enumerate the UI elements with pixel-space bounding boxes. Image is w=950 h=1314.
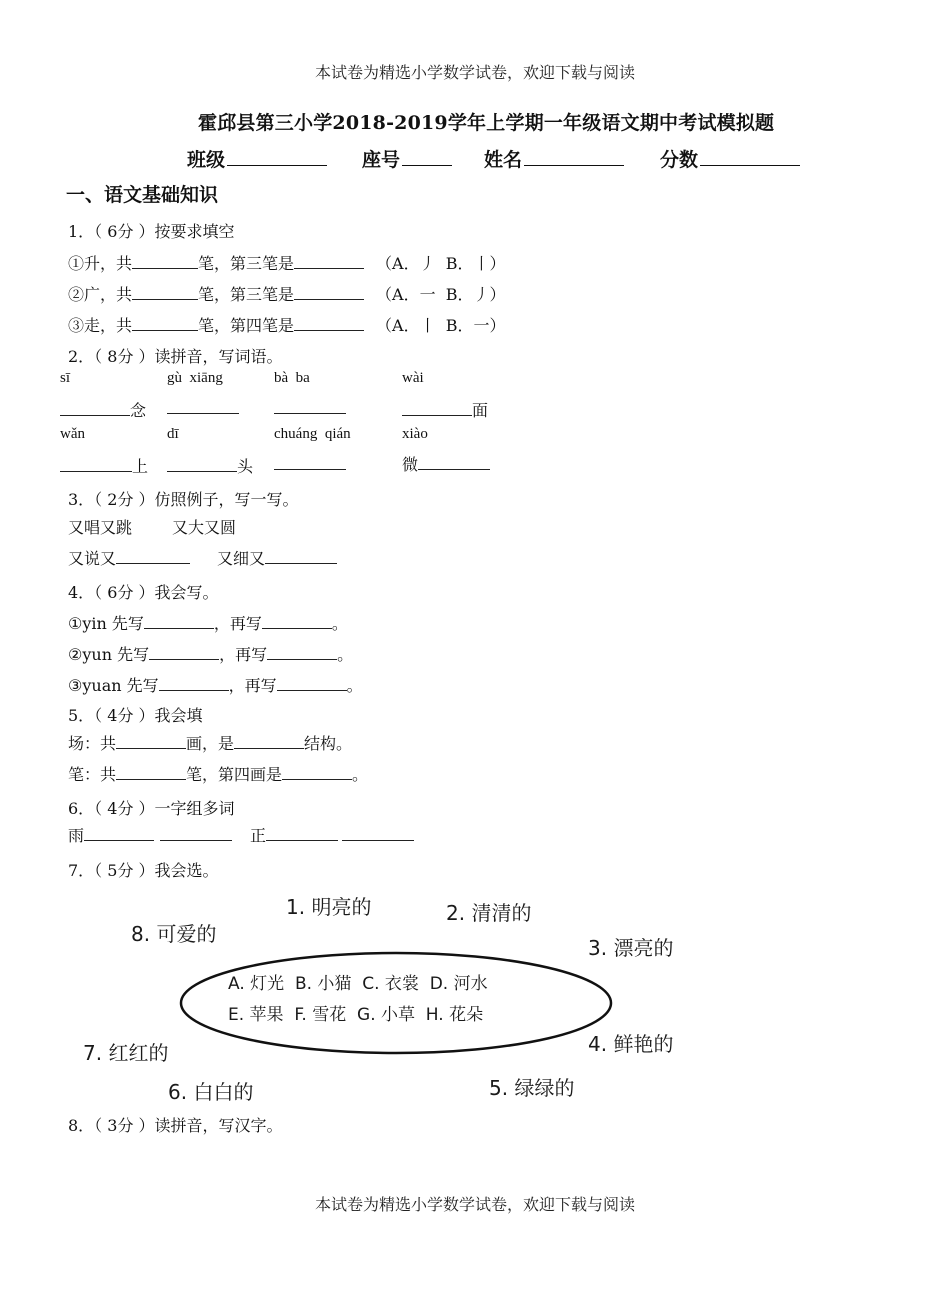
question-5-heading: 5．（ 4分 ）我会填 (68, 706, 203, 725)
q6-blank-2[interactable] (160, 825, 232, 841)
q4-line1-blank-1[interactable] (144, 613, 214, 629)
fill-1-text: 又说又 (68, 549, 117, 568)
q6-blank-4[interactable] (342, 825, 414, 841)
question-1-line-2 (68, 282, 506, 305)
pinyin-4: wài (402, 370, 424, 386)
q4-line1-end: 。 (331, 614, 348, 633)
word-8 (402, 452, 490, 475)
q4-line1-blank-2[interactable] (262, 613, 332, 629)
q5-line2-text-2: 笔，第四画是 (186, 765, 283, 784)
q1-line1-text-2: 笔，第三笔是 (198, 254, 295, 273)
word-6 (167, 454, 253, 477)
word-4-char: 面 (472, 401, 489, 420)
q1-line2-blank-2[interactable] (294, 284, 364, 300)
q6-blank-1[interactable] (84, 825, 154, 841)
header-note: 本试卷为精选小学数学试卷，欢迎下载与阅读 (314, 63, 635, 82)
pinyin-6: dī (167, 426, 179, 442)
adjective-label-2: 2. 清清的 (446, 901, 532, 925)
word-7 (274, 454, 346, 474)
q6-blank-3[interactable] (266, 825, 338, 841)
q4-line3-blank-2[interactable] (277, 675, 347, 691)
example-1: 又唱又跳 (68, 518, 133, 537)
question-7-heading: 7．（ 5分 ）我会选。 (68, 861, 219, 880)
q4-line-1 (68, 611, 348, 634)
q1-line2-text-2: 笔，第三笔是 (198, 285, 295, 304)
word-2 (167, 398, 239, 418)
word-7-blank[interactable] (274, 454, 346, 470)
q5-line-2 (68, 762, 368, 785)
word-5-char: 上 (132, 457, 149, 476)
word-8-char: 微 (402, 455, 419, 474)
q1-line2-options: （A．一 B．丿） (376, 285, 506, 304)
q4-line1-text: ①yin 先写 (68, 614, 144, 633)
q4-line3-text: ③yuan 先写 (68, 676, 159, 695)
question-8-heading: 8．（ 3分 ）读拼音，写汉字。 (68, 1116, 283, 1135)
score-field (660, 145, 800, 172)
q6-char-1: 雨 (68, 826, 85, 845)
footer-note: 本试卷为精选小学数学试卷，欢迎下载与阅读 (314, 1195, 635, 1214)
q5-line2-end: 。 (352, 765, 369, 784)
adjective-label-5: 5. 绿绿的 (489, 1076, 575, 1100)
question-1-line-1 (68, 251, 506, 274)
adjective-label-6: 6. 白白的 (168, 1080, 254, 1104)
score-blank[interactable] (700, 147, 800, 166)
q1-line1-options: （A．丿 B．丨） (376, 254, 506, 273)
q4-line-3 (68, 673, 363, 696)
page-title: 霍邱县第三小学2018-2019学年上学期一年级语文期中考试模拟题 (198, 112, 775, 134)
question-4-heading: 4．（ 6分 ）我会写。 (68, 583, 219, 602)
q4-line3-text-2: ，再写 (228, 676, 277, 695)
q1-line1-text: ①升，共 (68, 254, 133, 273)
pinyin-5: wǎn (60, 426, 85, 442)
q6-char-2: 正 (250, 826, 267, 845)
word-1-char: 念 (130, 401, 147, 420)
q4-line1-text-2: ，再写 (213, 614, 262, 633)
question-3-heading: 3．（ 2分 ）仿照例子，写一写。 (68, 490, 299, 509)
adjective-label-8: 8. 可爱的 (131, 922, 217, 946)
seat-field (362, 145, 452, 172)
word-6-char: 头 (237, 457, 254, 476)
question-1-heading: 1．（ 6分 ）按要求填空 (68, 222, 235, 241)
word-5-blank[interactable] (60, 456, 132, 472)
q5-line-1 (68, 731, 352, 754)
q4-line2-text: ②yun 先写 (68, 645, 150, 664)
word-5 (60, 454, 148, 477)
q6-line-1 (68, 823, 414, 846)
q1-line2-blank-1[interactable] (132, 284, 198, 300)
class-label: 班级 (187, 149, 226, 171)
class-blank[interactable] (227, 147, 327, 166)
q5-line1-blank-1[interactable] (116, 733, 186, 749)
q1-line1-blank-1[interactable] (132, 253, 198, 269)
word-1 (60, 398, 146, 421)
q4-line3-end: 。 (346, 676, 363, 695)
q5-line1-blank-2[interactable] (234, 733, 304, 749)
pinyin-8: xiào (402, 426, 428, 442)
q4-line2-blank-1[interactable] (149, 644, 219, 660)
word-4-blank[interactable] (402, 400, 472, 416)
q4-line-2 (68, 642, 353, 665)
score-label: 分数 (660, 149, 699, 171)
fill-2-text: 又细又 (217, 549, 266, 568)
word-1-blank[interactable] (60, 400, 130, 416)
seat-label: 座号 (362, 149, 401, 171)
word-3 (274, 398, 346, 418)
q5-line2-text: 笔：共 (68, 765, 117, 784)
word-6-blank[interactable] (167, 456, 237, 472)
question-6-heading: 6．（ 4分 ）一字组多词 (68, 799, 235, 818)
q1-line3-text: ③走，共 (68, 316, 133, 335)
name-label: 姓名 (484, 149, 523, 171)
options-row-1: A. 灯光 B. 小猫 C. 衣裳 D. 河水 (228, 974, 488, 994)
adjective-label-7: 7. 红红的 (83, 1041, 169, 1065)
q1-line3-options: （A．丨 B．一） (376, 316, 506, 335)
adjective-label-1: 1. 明亮的 (286, 895, 372, 919)
q5-line2-blank-1[interactable] (116, 764, 186, 780)
name-field (484, 145, 624, 172)
pinyin-2: gù xiāng (167, 370, 223, 386)
pinyin-3: bà ba (274, 370, 310, 386)
question-1-line-3 (68, 313, 506, 336)
section-heading: 一、语文基础知识 (66, 184, 219, 206)
q4-line3-blank-1[interactable] (159, 675, 229, 691)
q1-line3-blank-2[interactable] (294, 315, 364, 331)
q1-line2-text: ②广，共 (68, 285, 133, 304)
word-4 (402, 398, 488, 421)
name-blank[interactable] (524, 147, 624, 166)
class-field (187, 145, 327, 172)
fill-1 (68, 546, 190, 569)
word-8-blank[interactable] (418, 454, 490, 470)
options-row-2: E. 苹果 F. 雪花 G. 小草 H. 花朵 (228, 1005, 484, 1025)
word-3-blank[interactable] (274, 398, 346, 414)
pinyin-1: sī (60, 370, 71, 386)
adjective-label-3: 3. 漂亮的 (588, 936, 674, 960)
q4-line2-blank-2[interactable] (267, 644, 337, 660)
question-2-heading: 2．（ 8分 ）读拼音，写词语。 (68, 347, 283, 366)
q1-line3-text-2: 笔，第四笔是 (198, 316, 295, 335)
q5-line1-text-3: 结构。 (304, 734, 353, 753)
fill-1-blank[interactable] (116, 548, 190, 564)
q4-line2-end: 。 (337, 645, 354, 664)
q4-line2-text-2: ，再写 (219, 645, 268, 664)
q5-line1-text: 场：共 (68, 734, 117, 753)
seat-blank[interactable] (402, 147, 452, 166)
pinyin-7: chuáng qián (274, 426, 351, 442)
example-2: 又大又圆 (172, 518, 237, 537)
q5-line2-blank-2[interactable] (282, 764, 352, 780)
q5-line1-text-2: 画，是 (186, 734, 235, 753)
fill-2-blank[interactable] (265, 548, 337, 564)
q1-line3-blank-1[interactable] (132, 315, 198, 331)
q1-line1-blank-2[interactable] (294, 253, 364, 269)
word-2-blank[interactable] (167, 398, 239, 414)
fill-2 (217, 546, 337, 569)
adjective-label-4: 4. 鲜艳的 (588, 1032, 674, 1056)
